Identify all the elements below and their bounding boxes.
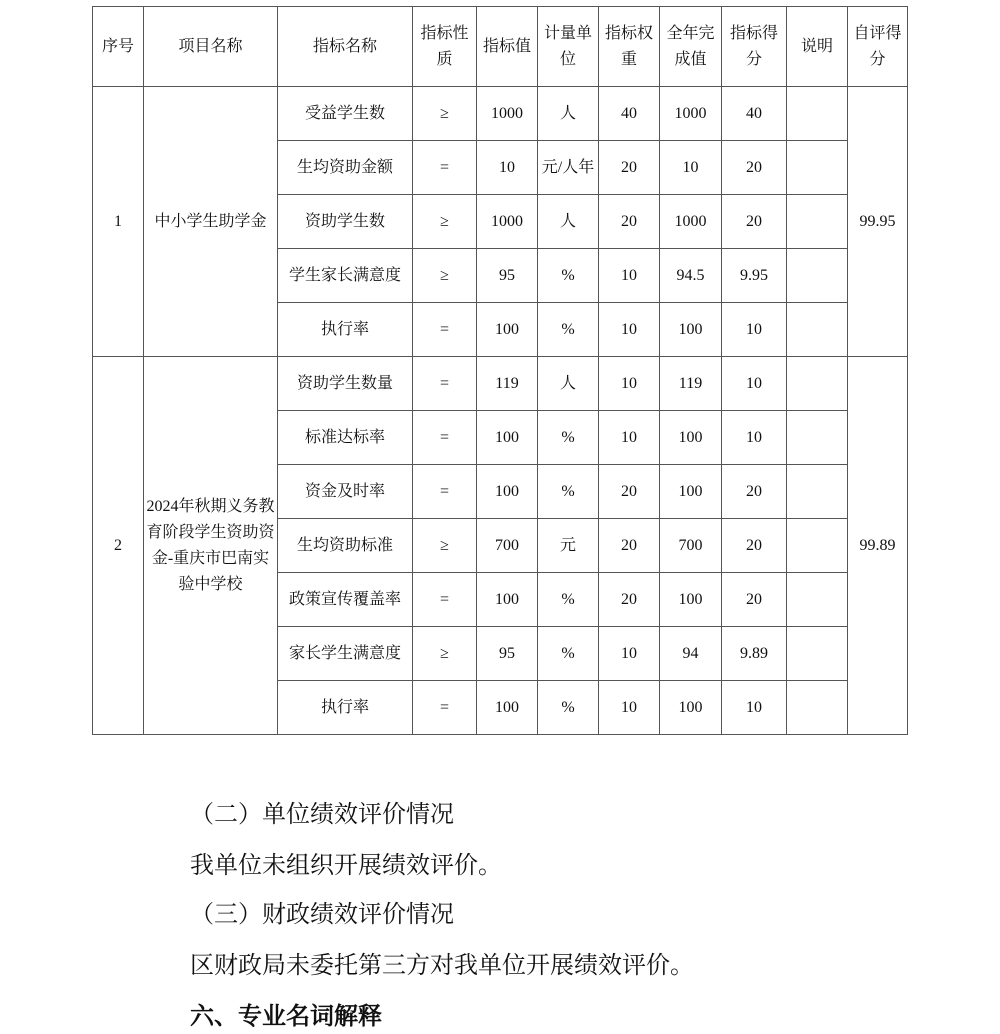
table-row <box>93 357 908 411</box>
indicator-name: 家长学生满意度 <box>278 627 413 681</box>
indicator-score: 10 <box>722 357 787 411</box>
indicator-nature: = <box>413 303 477 357</box>
indicator-value: 100 <box>477 573 538 627</box>
indicator-value: 1000 <box>477 87 538 141</box>
indicator-nature: = <box>413 411 477 465</box>
indicator-name: 受益学生数 <box>278 87 413 141</box>
column-header: 指标性质 <box>413 7 477 87</box>
column-header: 说明 <box>787 7 848 87</box>
indicator-score: 10 <box>722 411 787 465</box>
column-header: 项目名称 <box>144 7 278 87</box>
indicator-nature: ≥ <box>413 195 477 249</box>
indicator-name: 资助学生数量 <box>278 357 413 411</box>
indicator-nature: = <box>413 465 477 519</box>
weight: 10 <box>599 357 660 411</box>
column-header: 序号 <box>93 7 144 87</box>
description <box>787 573 848 627</box>
indicator-nature: = <box>413 357 477 411</box>
actual-value: 10 <box>660 141 722 195</box>
unit: 人 <box>538 357 599 411</box>
indicator-score: 10 <box>722 681 787 735</box>
weight: 20 <box>599 195 660 249</box>
weight: 10 <box>599 411 660 465</box>
actual-value: 100 <box>660 303 722 357</box>
indicator-score: 20 <box>722 195 787 249</box>
indicator-nature: ≥ <box>413 519 477 573</box>
indicator-score: 20 <box>722 141 787 195</box>
actual-value: 700 <box>660 519 722 573</box>
indicator-value: 10 <box>477 141 538 195</box>
unit: % <box>538 249 599 303</box>
indicator-score: 9.89 <box>722 627 787 681</box>
column-header: 计量单位 <box>538 7 599 87</box>
indicator-name: 执行率 <box>278 303 413 357</box>
indicator-nature: = <box>413 573 477 627</box>
description <box>787 303 848 357</box>
column-header: 指标名称 <box>278 7 413 87</box>
column-header: 指标权重 <box>599 7 660 87</box>
indicator-name: 学生家长满意度 <box>278 249 413 303</box>
description <box>787 627 848 681</box>
actual-value: 100 <box>660 681 722 735</box>
unit-evaluation-text: 我单位未组织开展绩效评价。 <box>190 853 502 879</box>
indicator-value: 100 <box>477 465 538 519</box>
unit: 元 <box>538 519 599 573</box>
unit: % <box>538 411 599 465</box>
indicator-value: 100 <box>477 303 538 357</box>
indicator-nature: = <box>413 141 477 195</box>
indicator-score: 9.95 <box>722 249 787 303</box>
weight: 20 <box>599 573 660 627</box>
weight: 10 <box>599 303 660 357</box>
indicator-nature: ≥ <box>413 627 477 681</box>
actual-value: 1000 <box>660 195 722 249</box>
weight: 10 <box>599 627 660 681</box>
indicator-score: 20 <box>722 465 787 519</box>
description <box>787 195 848 249</box>
project-name: 中小学生助学金 <box>144 87 278 357</box>
actual-value: 100 <box>660 573 722 627</box>
description <box>787 357 848 411</box>
indicator-nature: ≥ <box>413 87 477 141</box>
unit: % <box>538 465 599 519</box>
unit: 人 <box>538 87 599 141</box>
indicator-value: 700 <box>477 519 538 573</box>
finance-evaluation-heading: （三）财政绩效评价情况 <box>190 902 454 928</box>
indicator-name: 生均资助标准 <box>278 519 413 573</box>
self-score: 99.95 <box>848 87 908 357</box>
actual-value: 94.5 <box>660 249 722 303</box>
performance-table <box>92 6 908 735</box>
section-six-heading: 六、专业名词解释 <box>190 1004 382 1030</box>
self-score: 99.89 <box>848 357 908 735</box>
finance-evaluation-text: 区财政局未委托第三方对我单位开展绩效评价。 <box>190 953 694 979</box>
description <box>787 519 848 573</box>
weight: 20 <box>599 141 660 195</box>
indicator-name: 资金及时率 <box>278 465 413 519</box>
actual-value: 100 <box>660 411 722 465</box>
indicator-name: 生均资助金额 <box>278 141 413 195</box>
column-header: 自评得分 <box>848 7 908 87</box>
indicator-score: 40 <box>722 87 787 141</box>
weight: 10 <box>599 249 660 303</box>
seq-number: 2 <box>93 357 144 735</box>
indicator-value: 100 <box>477 411 538 465</box>
indicator-score: 20 <box>722 573 787 627</box>
indicator-name: 标准达标率 <box>278 411 413 465</box>
indicator-score: 20 <box>722 519 787 573</box>
indicator-value: 95 <box>477 627 538 681</box>
indicator-nature: ≥ <box>413 249 477 303</box>
actual-value: 1000 <box>660 87 722 141</box>
indicator-value: 119 <box>477 357 538 411</box>
indicator-score: 10 <box>722 303 787 357</box>
indicator-value: 95 <box>477 249 538 303</box>
column-header: 指标得分 <box>722 7 787 87</box>
description <box>787 141 848 195</box>
actual-value: 100 <box>660 465 722 519</box>
unit: 人 <box>538 195 599 249</box>
weight: 20 <box>599 465 660 519</box>
unit: % <box>538 627 599 681</box>
table-row <box>93 87 908 141</box>
indicator-nature: = <box>413 681 477 735</box>
unit: % <box>538 303 599 357</box>
weight: 10 <box>599 681 660 735</box>
unit: 元/人年 <box>538 141 599 195</box>
column-header: 指标值 <box>477 7 538 87</box>
description <box>787 465 848 519</box>
column-header: 全年完成值 <box>660 7 722 87</box>
unit-evaluation-heading: （二）单位绩效评价情况 <box>190 802 454 828</box>
indicator-value: 100 <box>477 681 538 735</box>
indicator-value: 1000 <box>477 195 538 249</box>
weight: 40 <box>599 87 660 141</box>
unit: % <box>538 573 599 627</box>
description <box>787 411 848 465</box>
project-name: 2024年秋期义务教育阶段学生资助资金-重庆市巴南实验中学校 <box>144 357 278 735</box>
unit: % <box>538 681 599 735</box>
actual-value: 119 <box>660 357 722 411</box>
description <box>787 681 848 735</box>
actual-value: 94 <box>660 627 722 681</box>
description <box>787 249 848 303</box>
table-header-row <box>93 7 908 87</box>
seq-number: 1 <box>93 87 144 357</box>
indicator-name: 政策宣传覆盖率 <box>278 573 413 627</box>
indicator-name: 执行率 <box>278 681 413 735</box>
weight: 20 <box>599 519 660 573</box>
description <box>787 87 848 141</box>
indicator-name: 资助学生数 <box>278 195 413 249</box>
